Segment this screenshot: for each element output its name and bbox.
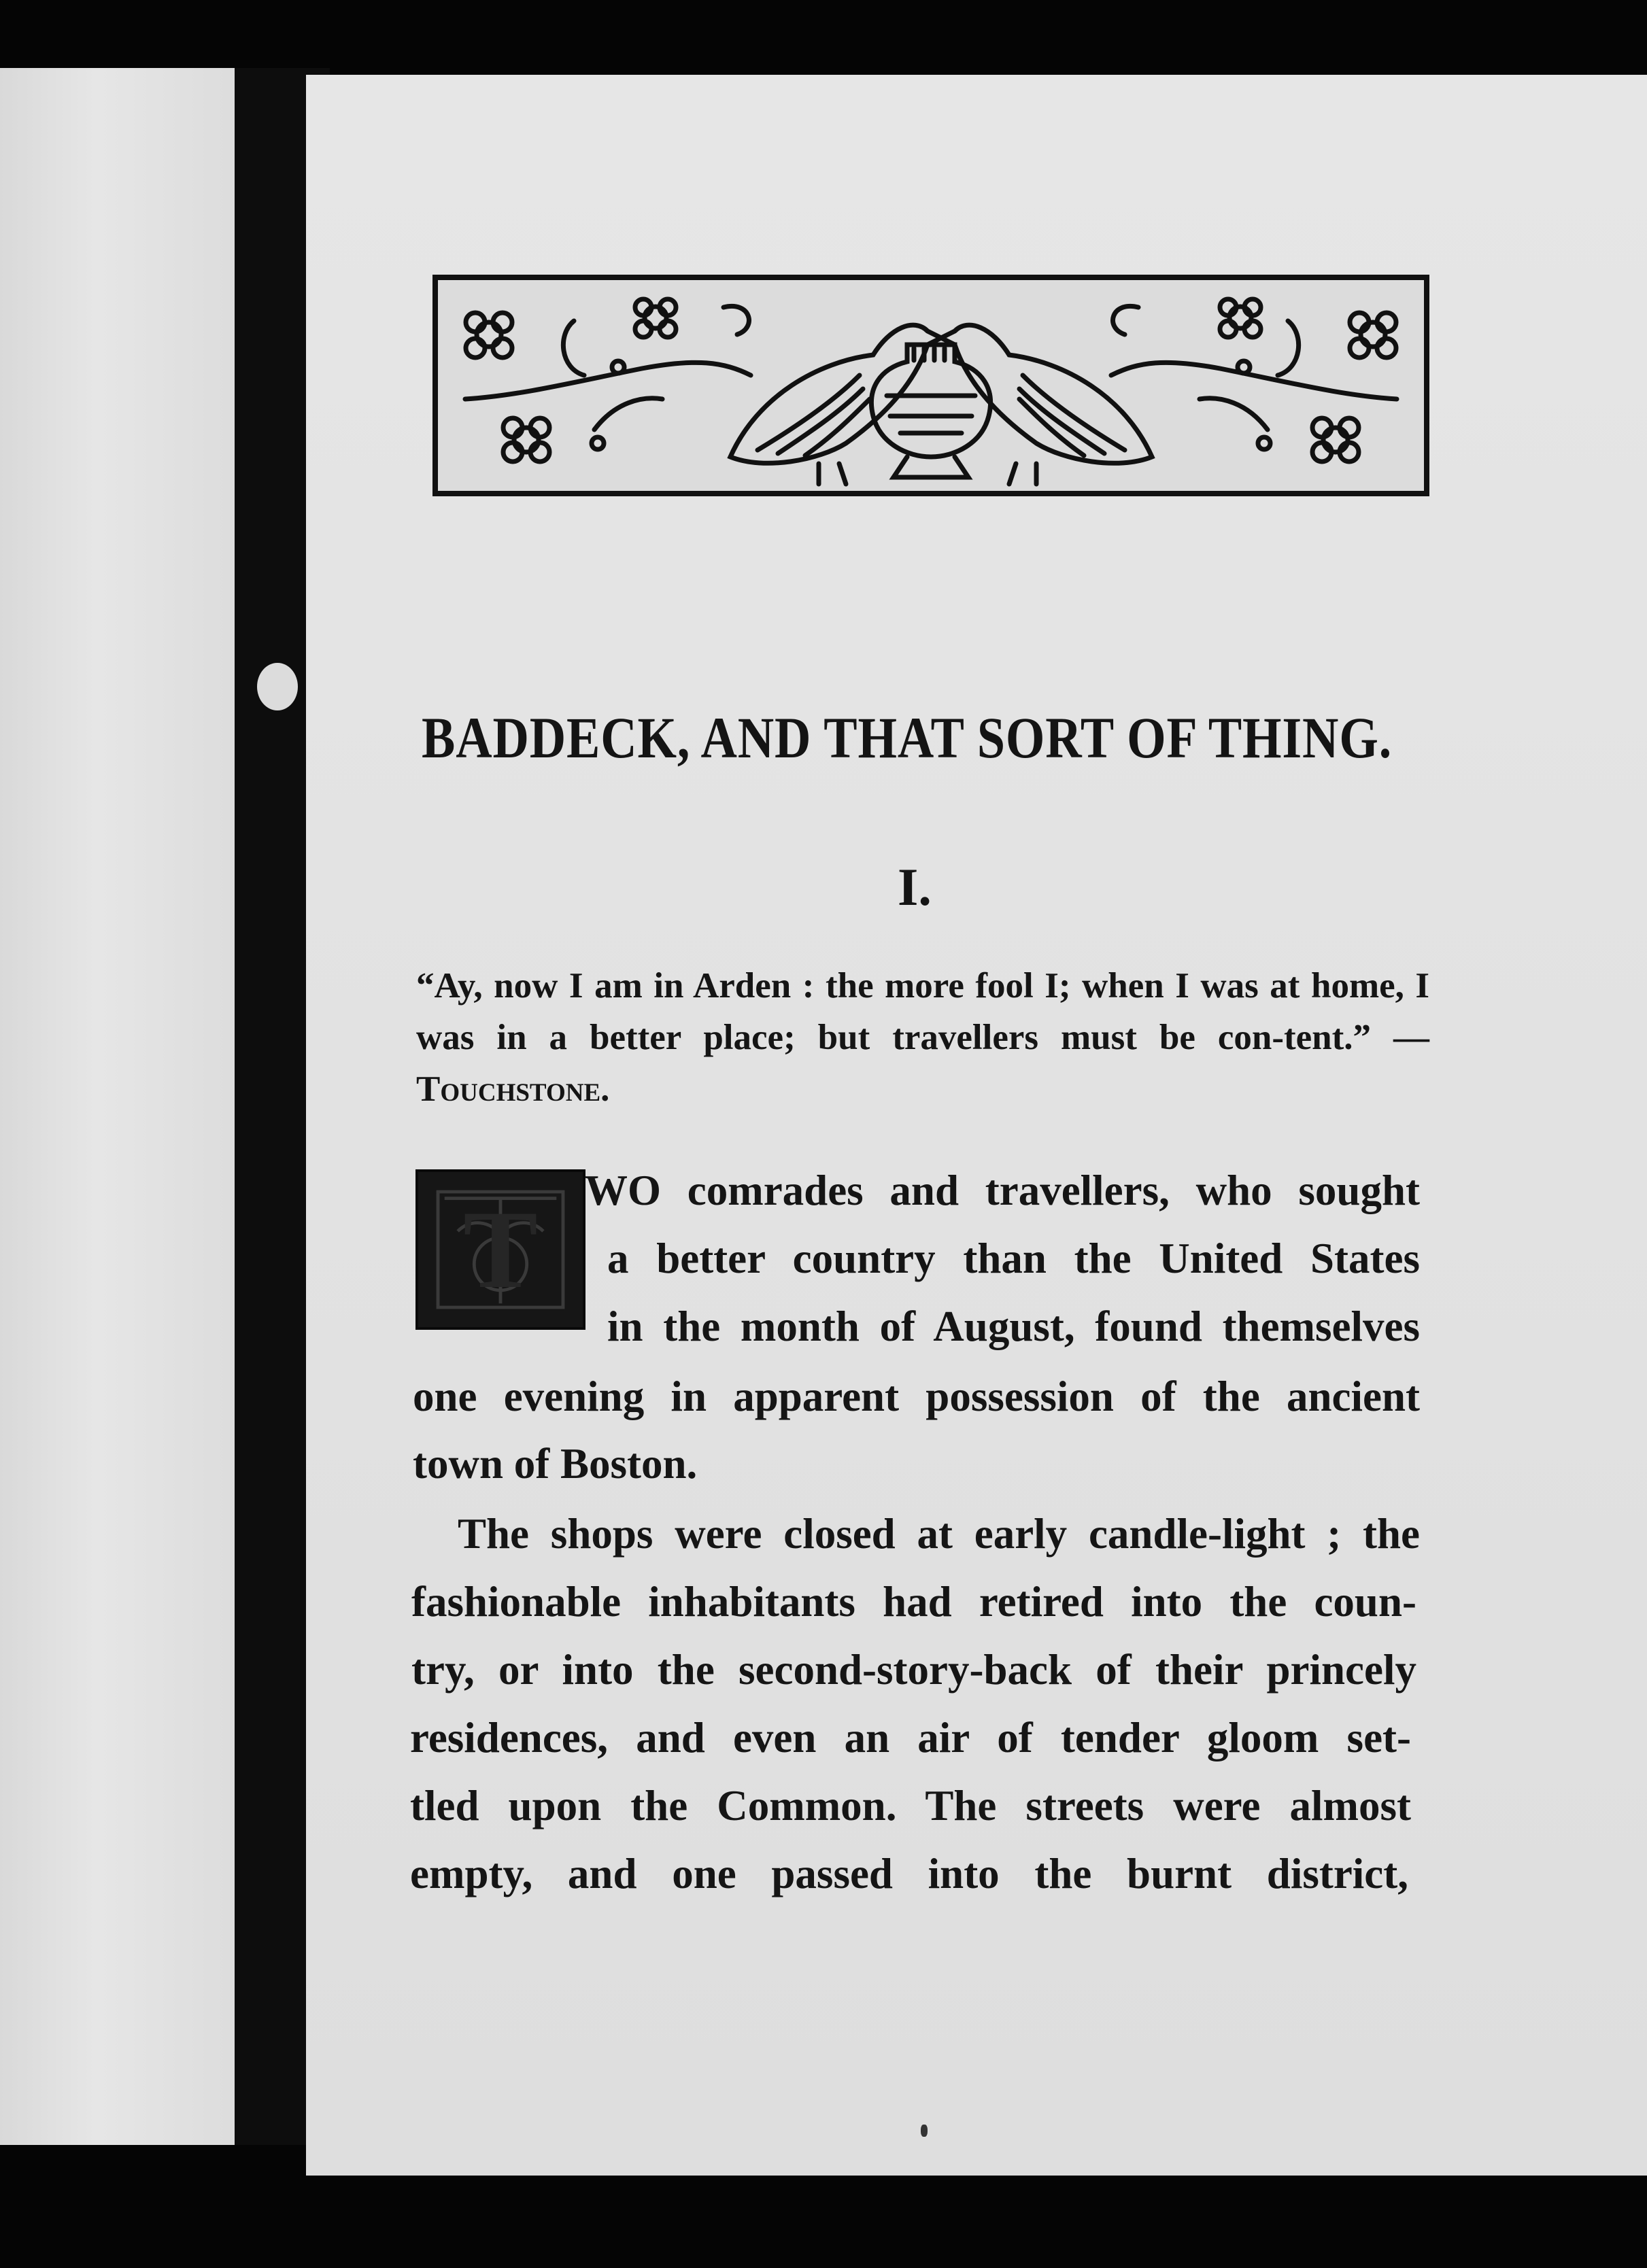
body-line-4: one evening in apparent possession of the ancient <box>413 1373 1420 1420</box>
body-line-6: The shops were closed at early candle-light ; the <box>458 1510 1420 1558</box>
epigraph-quote: “Ay, now I am in Arden : the more fool I; when I was at home, I was in a better place; but travellers must be con-tent.” — <box>416 966 1429 1057</box>
body-line-8: try, or into the second-story-back of their princely <box>411 1646 1416 1694</box>
body-line-11: empty, and one passed into the burnt district, <box>410 1850 1408 1897</box>
body-line-5: town of Boston. <box>413 1440 698 1488</box>
ornament-header-birds-urn <box>432 275 1429 496</box>
drop-cap-ornament <box>418 1172 583 1327</box>
chapter-title: BADDECK, AND THAT SORT OF THING. <box>422 705 1393 770</box>
epigraph <box>416 960 1429 1115</box>
chapter-number: I. <box>898 857 932 916</box>
body-line-2: a better country than the United States <box>607 1235 1420 1282</box>
drop-cap-letter: T <box>463 1188 538 1312</box>
page-mark <box>921 2125 928 2137</box>
body-line-1: WO comrades and travellers, who sought <box>585 1167 1420 1214</box>
epigraph-author: Touchstone. <box>416 1069 610 1109</box>
paper-speck <box>257 663 298 710</box>
body-line-3: in the month of August, found themselves <box>607 1303 1420 1350</box>
ornament-illustration <box>438 280 1424 491</box>
drop-cap-t <box>415 1169 585 1330</box>
body-line-7: fashionable inhabitants had retired into the coun- <box>411 1578 1416 1626</box>
body-line-9: residences, and even an air of tender gloom set- <box>410 1714 1411 1762</box>
body-line-10: tled upon the Common. The streets were almost <box>410 1782 1411 1829</box>
left-page-edge <box>0 68 241 2145</box>
